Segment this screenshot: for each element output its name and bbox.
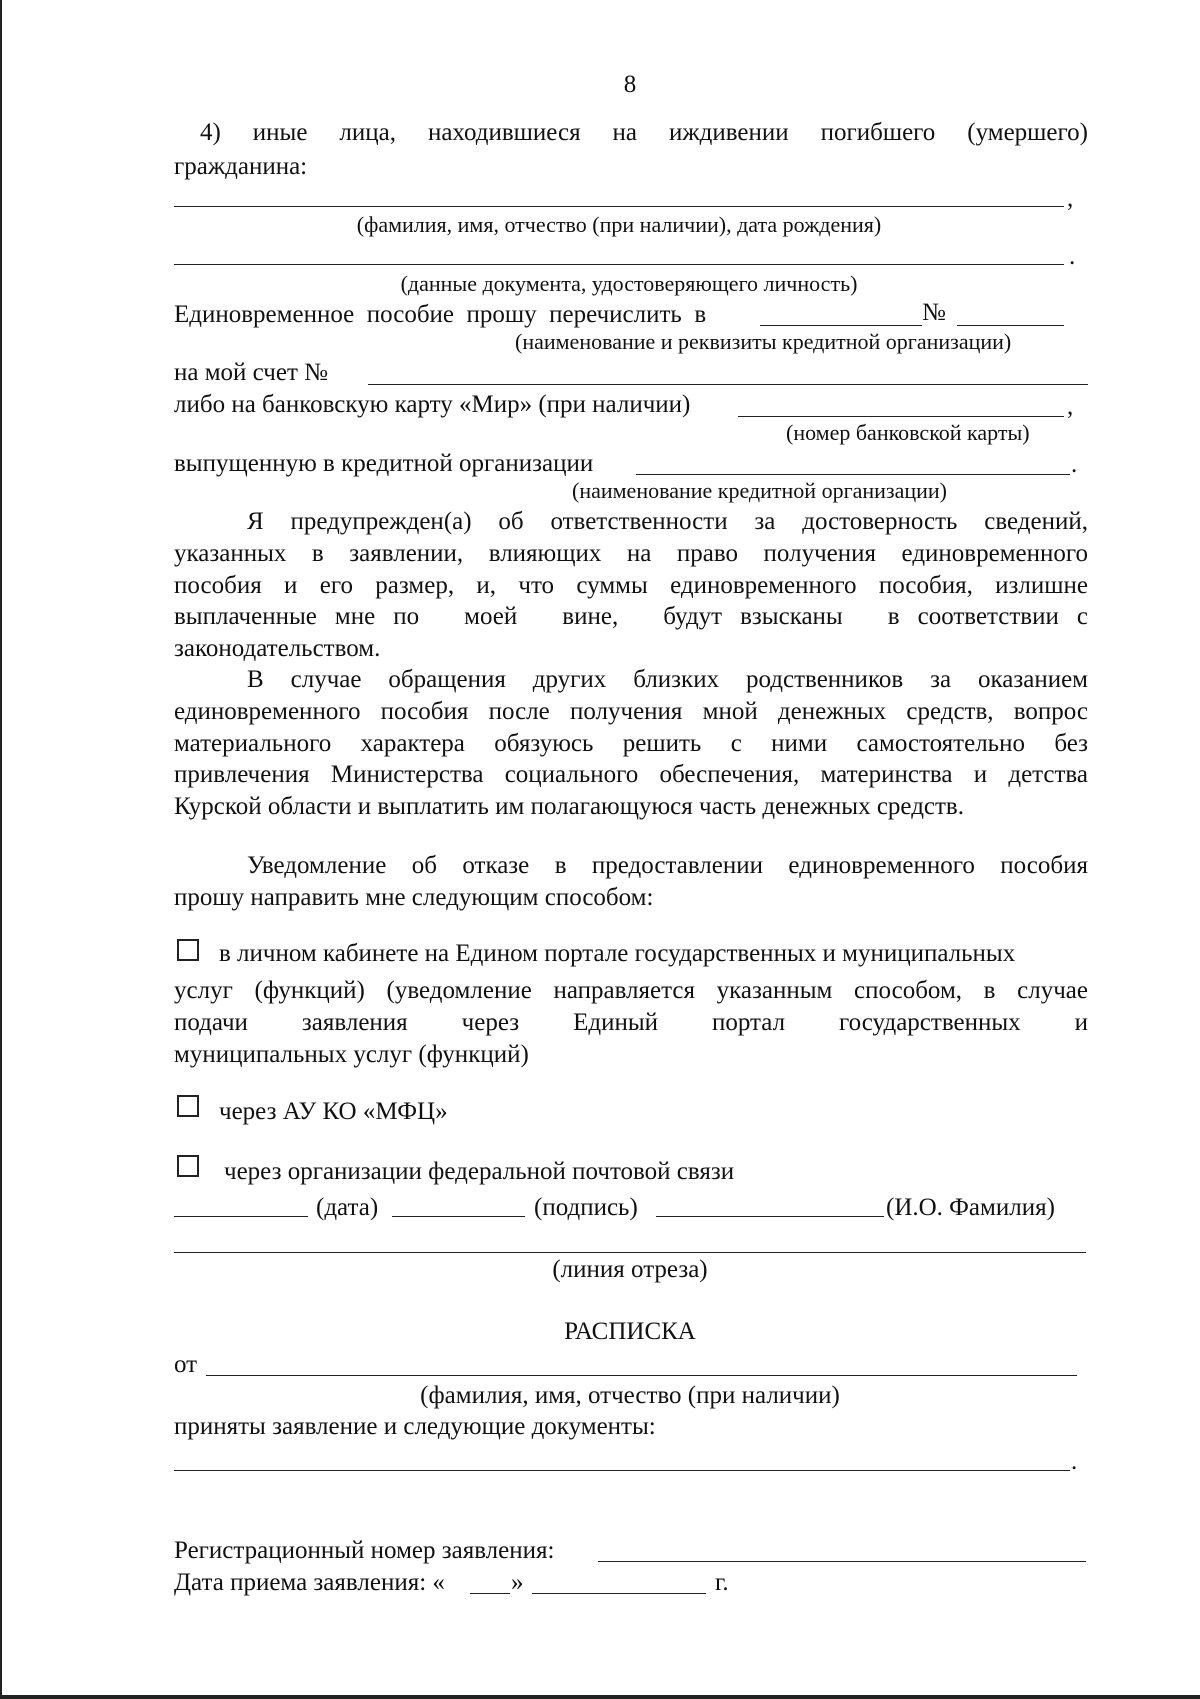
relatives-line-4: привлечения Министерства социального обеспечения, материнства и детства <box>174 761 1088 788</box>
relatives-line-3: материального характера обязуюсь решить с ними самостоятельно без <box>174 730 1088 757</box>
item4-line1: 4) иные лица, находившиеся на иждивении погибшего (умершего) <box>200 119 1088 146</box>
signature-blank-line <box>392 1216 525 1217</box>
card-blank-line <box>738 416 1064 417</box>
bank-caption: (наименование и реквизиты кредитной организации) <box>515 329 1012 354</box>
warning-line-2: указанных в заявлении, влияющих на право получения единовременного <box>174 540 1088 567</box>
card-label: либо на банковскую карту «Мир» (при наличии) <box>174 391 691 418</box>
receipt-title: РАСПИСКА <box>564 1318 696 1345</box>
number-sign: № <box>922 299 946 326</box>
signature-caption: (подпись) <box>534 1194 638 1221</box>
bank-number-blank-line <box>957 325 1064 326</box>
reception-date-label: Дата приема заявления: « <box>174 1569 445 1596</box>
warning-line-4: выплаченные мне по моей вине, будут взысканы в соответствии с <box>174 603 1088 630</box>
bank-blank-line <box>760 325 922 326</box>
post-checkbox[interactable] <box>177 1155 199 1177</box>
id-period: . <box>1069 243 1076 270</box>
month-blank-line <box>532 1593 706 1594</box>
portal-option-line-3: подачи заявления через Единый портал государственных и <box>174 1009 1088 1036</box>
notice-line-2: прошу направить мне следующим способом: <box>174 884 654 911</box>
issued-blank-line <box>636 474 1070 475</box>
receipt-from-label: от <box>174 1351 198 1378</box>
id-blank-line <box>174 264 1064 265</box>
notice-line-1: Уведомление об отказе в предоставлении единовременного пособия <box>247 852 1088 879</box>
payment-line: Единовременное пособие прошу перечислить в <box>174 301 707 328</box>
post-option-label: через организации федеральной почтовой связи <box>224 1158 735 1185</box>
day-blank-line <box>470 1593 510 1594</box>
date-caption: (дата) <box>316 1194 379 1221</box>
name-caption: (И.О. Фамилия) <box>886 1194 1055 1221</box>
documents-blank-line <box>174 1470 1070 1471</box>
relatives-line-1: В случае обращения других близких родственников за оказанием <box>247 666 1088 693</box>
issued-caption: (наименование кредитной организации) <box>572 478 947 503</box>
reg-number-label: Регистрационный номер заявления: <box>174 1537 555 1564</box>
receipt-accepted-label: приняты заявление и следующие документы: <box>174 1413 656 1440</box>
receipt-from-blank-line <box>206 1375 1077 1376</box>
card-comma: , <box>1067 393 1074 420</box>
fio-comma: , <box>1067 185 1074 212</box>
item4-line2: гражданина: <box>174 153 308 180</box>
relatives-line-5: Курской области и выплатить им полагающуюся часть денежных средств. <box>174 793 964 820</box>
scan-border-bottom <box>0 1695 1200 1699</box>
mfc-option-label: через АУ КО «МФЦ» <box>219 1098 448 1125</box>
receipt-fio-caption: (фамилия, имя, отчество (при наличии) <box>420 1382 840 1409</box>
account-label: на мой счет № <box>174 359 328 386</box>
portal-option-line-2: услуг (функций) (уведомление направляется указанным способом, в случае <box>174 977 1088 1004</box>
documents-period: . <box>1071 1448 1078 1475</box>
portal-option-line-4: муниципальных услуг (функций) <box>174 1041 529 1068</box>
scan-border <box>0 0 2 1699</box>
relatives-line-2: единовременного пособия после получения мной денежных средств, вопрос <box>174 698 1088 725</box>
fio-caption: (фамилия, имя, отчество (при наличии), дата рождения) <box>356 212 882 237</box>
warning-line-5: законодательством. <box>174 635 381 662</box>
account-blank-line <box>368 384 1088 385</box>
issued-label: выпущенную в кредитной организации <box>174 450 594 477</box>
reception-date-close: » <box>511 1569 524 1596</box>
portal-option-line-1: в личном кабинете на Едином портале государственных и муниципальных <box>219 940 1016 967</box>
page-number: 8 <box>623 71 637 98</box>
card-caption: (номер банковской карты) <box>786 420 1030 445</box>
fio-blank-line <box>174 206 1064 207</box>
id-caption: (данные документа, удостоверяющего личность) <box>400 271 858 296</box>
warning-line-3: пособия и его размер, и, что суммы единовременного пособия, излишне <box>174 572 1088 599</box>
reg-number-blank-line <box>598 1561 1086 1562</box>
warning-line-1: Я предупрежден(а) об ответственности за достоверность сведений, <box>247 508 1088 535</box>
portal-checkbox[interactable] <box>177 939 199 961</box>
cut-line <box>174 1252 1086 1253</box>
cut-line-caption: (линия отреза) <box>552 1256 708 1283</box>
mfc-checkbox[interactable] <box>177 1095 199 1117</box>
year-suffix: г. <box>715 1569 729 1596</box>
date-blank-line <box>174 1216 308 1217</box>
issued-period: . <box>1071 451 1078 478</box>
name-blank-line <box>656 1216 884 1217</box>
